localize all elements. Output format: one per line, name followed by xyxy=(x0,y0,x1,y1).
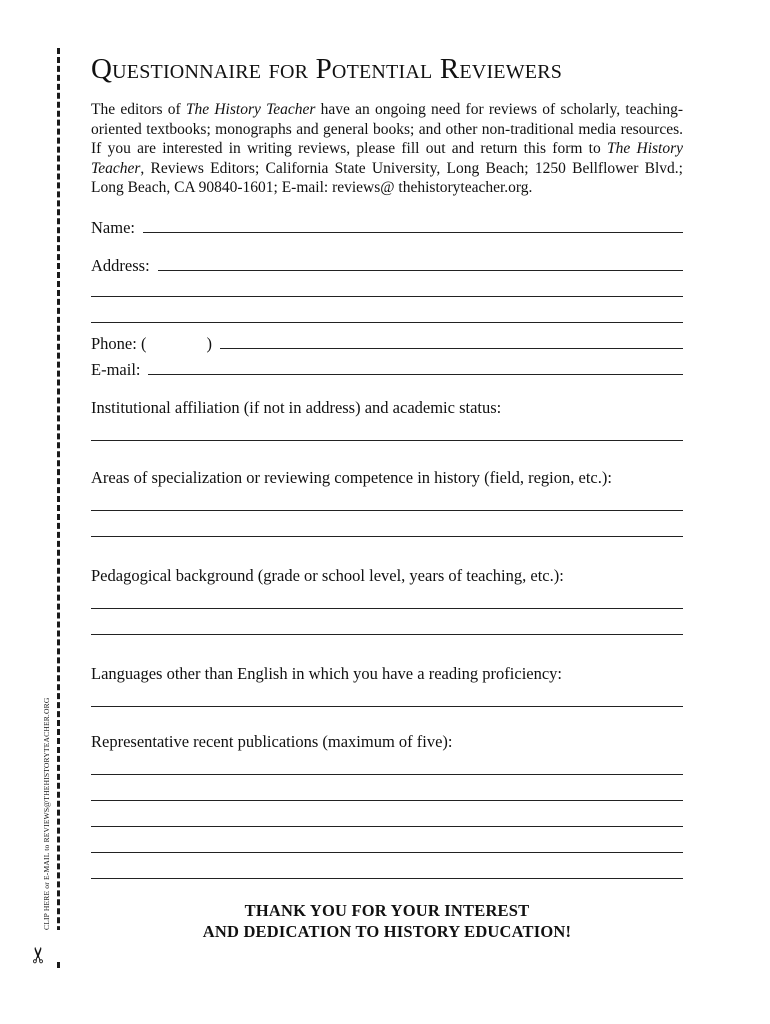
publications-label: Representative recent publications (maximum of five): xyxy=(91,731,453,751)
email-line[interactable] xyxy=(148,374,683,375)
email-label: E-mail: xyxy=(91,359,141,379)
languages-line[interactable] xyxy=(91,686,683,712)
address-line-3[interactable] xyxy=(91,302,683,328)
publication-line-4[interactable] xyxy=(91,832,683,858)
pedagogy-label: Pedagogical background (grade or school level, years of teaching, etc.): xyxy=(91,565,564,585)
scissors-icon: ✂ xyxy=(26,945,52,965)
name-label: Name: xyxy=(91,217,135,237)
phone-label: Phone: ( ) xyxy=(91,333,212,353)
journal-name: The History Teacher xyxy=(185,101,316,118)
pedagogy-line-2[interactable] xyxy=(91,614,683,640)
address-line-2[interactable] xyxy=(91,276,683,302)
phone-line[interactable] xyxy=(220,348,683,349)
email-field[interactable] xyxy=(91,354,683,380)
phone-field[interactable] xyxy=(91,328,683,354)
questionnaire-form xyxy=(91,52,683,942)
pedagogy-line-1[interactable] xyxy=(91,588,683,614)
languages-label: Languages other than English in which you have a reading proficiency: xyxy=(91,663,563,683)
address-line[interactable] xyxy=(158,270,683,271)
name-field[interactable] xyxy=(91,212,683,238)
affiliation-line[interactable] xyxy=(91,420,683,446)
publication-line-2[interactable] xyxy=(91,780,683,806)
journal-name: The History Teacher xyxy=(91,140,683,177)
thank-you-message: THANK YOU FOR YOUR INTEREST AND DEDICATION TO HISTORY EDUCATION! xyxy=(202,900,572,941)
address-label: Address: xyxy=(91,255,150,275)
name-line[interactable] xyxy=(143,232,683,233)
intro-paragraph: The editors of The History Teacher have an ongoing need for reviews of scholarly, teaching-oriented textbooks; monographs and general books; and other non-traditional media resources. If you are interested in writing reviews, please fill out and return this form to The History Teacher, Reviews Editors; California State University, Long Beach; 1250 Bellflower Blvd.; Long Beach, CA 90840-1601; E-mail: reviews@ thehistoryteacher.org. xyxy=(91,101,683,196)
affiliation-label: Institutional affiliation (if not in address) and academic status: xyxy=(91,397,502,417)
page-title: Questionnaire for Potential Reviewers xyxy=(91,53,563,85)
address-field[interactable] xyxy=(91,250,683,276)
clip-instruction: CLIP HERE or E-MAIL to REVIEWS@THEHISTORYTEACHER.ORG xyxy=(42,697,51,930)
publication-line-5[interactable] xyxy=(91,858,683,884)
publication-line-1[interactable] xyxy=(91,754,683,780)
publication-line-3[interactable] xyxy=(91,806,683,832)
cut-line xyxy=(57,48,60,968)
specialization-line-1[interactable] xyxy=(91,490,683,516)
specialization-label: Areas of specialization or reviewing competence in history (field, region, etc.): xyxy=(91,467,612,487)
specialization-line-2[interactable] xyxy=(91,516,683,542)
